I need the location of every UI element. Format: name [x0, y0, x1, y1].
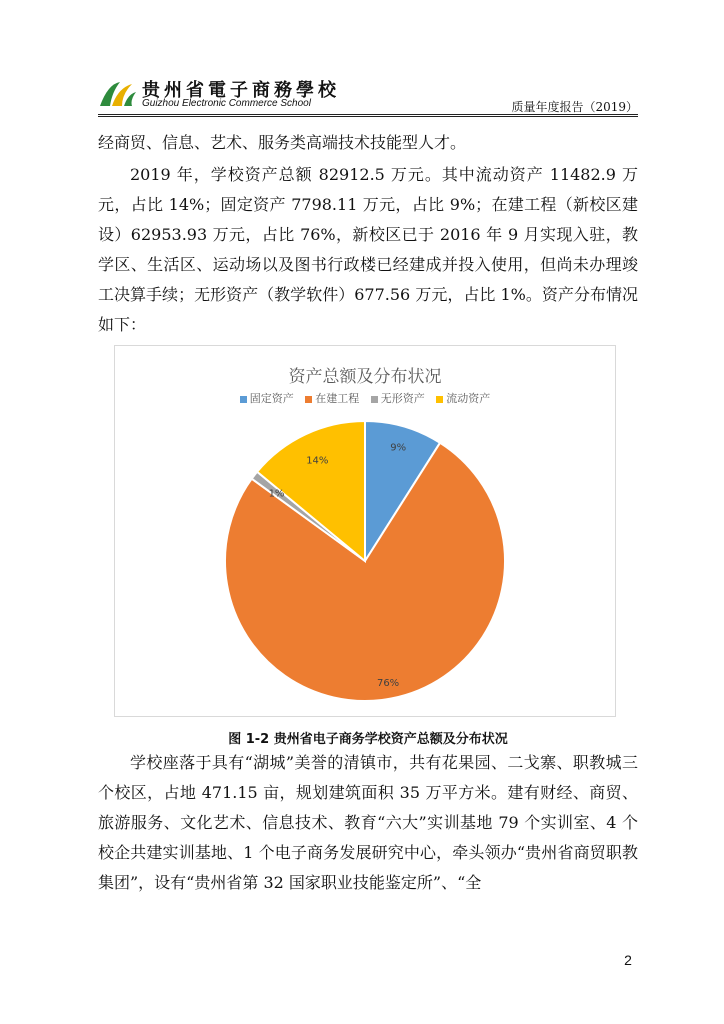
- school-logo-icon: [98, 78, 138, 110]
- legend-label-construction: 在建工程: [315, 392, 360, 405]
- school-name-en: Guizhou Electronic Commerce School: [142, 98, 311, 109]
- paragraph-assets: 2019 年，学校资产总额 82912.5 万元。其中流动资产 11482.9 万元，占比 14%；固定资产 7798.11 万元，占比 9%；在建工程（新校区建设）62953.93 万元，占比 76%，新校区已于 2016 年 9 月实现入驻，教学区、生活区、运动场以及图书行政楼已经建成并投入使用，但尚未办理竣工决算手续；无形资产（教学软件）677.56 万元，占比 1%。资产分布情况如下：: [98, 165, 638, 334]
- paragraph-talent: 经商贸、信息、艺术、服务类高端技术技能型人才。: [98, 133, 467, 152]
- page-header: [98, 74, 638, 114]
- pie-label-current-assets: 14%: [306, 455, 329, 467]
- chart-title: 资产总额及分布状况: [288, 367, 442, 387]
- legend-label-fixed-assets: 固定资产: [249, 392, 294, 405]
- header-divider: [98, 114, 638, 115]
- pie-chart-plot: [115, 346, 615, 716]
- legend-label-current-assets: 流动资产: [446, 392, 491, 405]
- header-divider-secondary: [98, 116, 638, 117]
- asset-pie-chart: [114, 345, 616, 717]
- report-title: 质量年度报告（2019）: [511, 100, 638, 114]
- pie-label-intangible: 1%: [268, 488, 285, 500]
- pie-label-fixed-assets: 9%: [390, 442, 407, 454]
- pie-label-construction: 76%: [376, 678, 400, 690]
- legend-label-intangible: 无形资产: [380, 392, 425, 405]
- school-name-cn: 贵州省電子商務學校: [142, 80, 340, 101]
- figure-caption: 图 1-2 贵州省电子商务学校资产总额及分布状况: [228, 732, 508, 747]
- paragraph-campus: 学校座落于具有“湖城”美誉的清镇市，共有花果园、二戈寨、职教城三个校区，占地 471.15 亩，规划建筑面积 35 万平方米。建有财经、商贸、旅游服务、文化艺术、信息技术、教育“六大”实训基地 79 个实训室、4 个校企共建实训基地、1 个电子商务发展研究中心，牵头领办“贵州省商贸职教集团”，设有“贵州省第 32 国家职业技能鉴定所”、“全: [98, 753, 638, 892]
- page-number: 2: [624, 952, 632, 968]
